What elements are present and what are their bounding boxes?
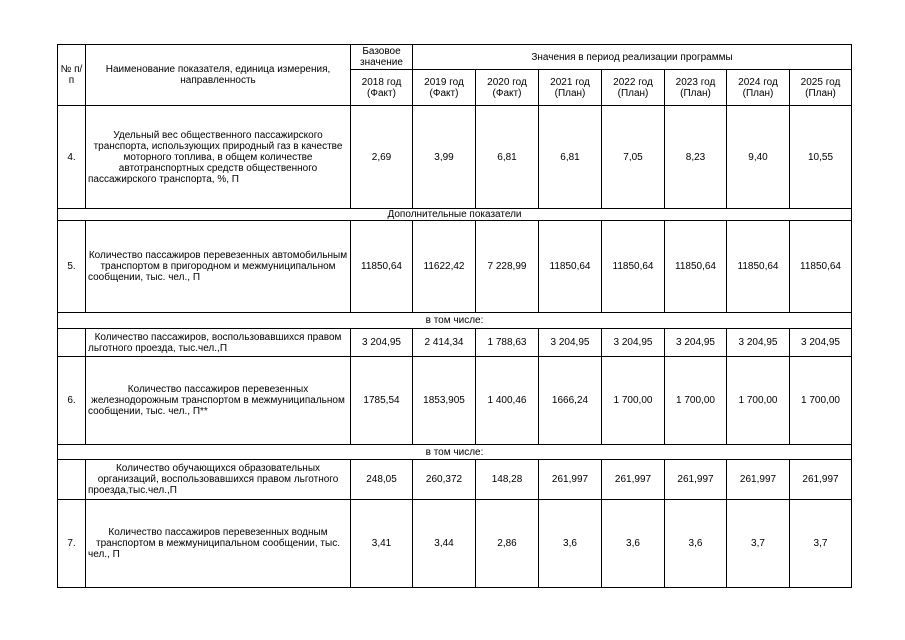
value-cell: 11850,64 xyxy=(539,221,602,313)
header-year-2024: 2024 год (План) xyxy=(727,70,790,106)
row-number: 6. xyxy=(58,357,86,445)
value-cell: 1785,54 xyxy=(351,357,413,445)
value-cell: 8,23 xyxy=(665,106,727,209)
header-year-2018: 2018 год (Факт) xyxy=(351,70,413,106)
table-row xyxy=(58,500,852,588)
value-cell: 11850,64 xyxy=(602,221,665,313)
header-num: № п/п xyxy=(58,45,86,106)
value-cell: 7 228,99 xyxy=(476,221,539,313)
table-row xyxy=(58,460,852,500)
value-cell: 11850,64 xyxy=(665,221,727,313)
value-cell: 3 204,95 xyxy=(727,329,790,357)
including-row xyxy=(58,445,852,460)
value-cell: 2,69 xyxy=(351,106,413,209)
value-cell: 1 700,00 xyxy=(665,357,727,445)
row-number: 4. xyxy=(58,106,86,209)
header-year-2020: 2020 год (Факт) xyxy=(476,70,539,106)
value-cell: 6,81 xyxy=(539,106,602,209)
header-period: Значения в период реализации программы xyxy=(413,45,852,70)
indicator-name: Количество пассажиров, воспользовавшихся правом льготного проезда, тыс.чел.,П xyxy=(86,329,351,357)
value-cell: 3 204,95 xyxy=(351,329,413,357)
value-cell: 3,6 xyxy=(602,500,665,588)
table-row xyxy=(58,329,852,357)
value-cell: 11622,42 xyxy=(413,221,476,313)
section-row xyxy=(58,209,852,221)
value-cell: 1666,24 xyxy=(539,357,602,445)
value-cell: 3 204,95 xyxy=(665,329,727,357)
value-cell: 1 700,00 xyxy=(602,357,665,445)
including-label: в том числе: xyxy=(58,445,852,460)
value-cell: 261,997 xyxy=(727,460,790,500)
value-cell: 3,44 xyxy=(413,500,476,588)
value-cell: 2,86 xyxy=(476,500,539,588)
including-label: в том числе: xyxy=(58,313,852,329)
value-cell: 3,6 xyxy=(539,500,602,588)
value-cell: 1 400,46 xyxy=(476,357,539,445)
header-name: Наименование показателя, единица измерения, направленность xyxy=(86,45,351,106)
value-cell: 3 204,95 xyxy=(539,329,602,357)
value-cell: 3,7 xyxy=(790,500,852,588)
value-cell: 1853,905 xyxy=(413,357,476,445)
indicator-name: Количество пассажиров перевезенных водным транспортом в межмуниципальном сообщении, тыс. чел., П xyxy=(86,500,351,588)
value-cell: 1 700,00 xyxy=(727,357,790,445)
value-cell: 11850,64 xyxy=(727,221,790,313)
indicators-table xyxy=(57,44,852,588)
value-cell: 261,997 xyxy=(790,460,852,500)
indicator-name: Удельный вес общественного пассажирского транспорта, использующих природный газ в качестве моторного топлива, в общем количестве автотранспортных средств общественного пассажирского транспорта, %, П xyxy=(86,106,351,209)
row-number: 5. xyxy=(58,221,86,313)
value-cell: 3,41 xyxy=(351,500,413,588)
value-cell: 9,40 xyxy=(727,106,790,209)
value-cell: 3,6 xyxy=(665,500,727,588)
header-year-2021: 2021 год (План) xyxy=(539,70,602,106)
table-row xyxy=(58,221,852,313)
table-row xyxy=(58,106,852,209)
value-cell: 260,372 xyxy=(413,460,476,500)
indicator-name: Количество пассажиров перевезенных железнодорожным транспортом в межмуниципальном сообщении, тыс. чел., П** xyxy=(86,357,351,445)
section-title: Дополнительные показатели xyxy=(58,209,852,221)
header-base: Базовое значение xyxy=(351,45,413,70)
value-cell: 261,997 xyxy=(539,460,602,500)
row-number xyxy=(58,329,86,357)
value-cell: 2 414,34 xyxy=(413,329,476,357)
value-cell: 3 204,95 xyxy=(602,329,665,357)
value-cell: 10,55 xyxy=(790,106,852,209)
value-cell: 1 700,00 xyxy=(790,357,852,445)
value-cell: 11850,64 xyxy=(790,221,852,313)
value-cell: 261,997 xyxy=(602,460,665,500)
row-number: 7. xyxy=(58,500,86,588)
including-row xyxy=(58,313,852,329)
header-year-2025: 2025 год (План) xyxy=(790,70,852,106)
value-cell: 261,997 xyxy=(665,460,727,500)
value-cell: 3,7 xyxy=(727,500,790,588)
value-cell: 3,99 xyxy=(413,106,476,209)
header-row-1 xyxy=(58,45,852,70)
value-cell: 7,05 xyxy=(602,106,665,209)
value-cell: 248,05 xyxy=(351,460,413,500)
value-cell: 6,81 xyxy=(476,106,539,209)
header-year-2019: 2019 год (Факт) xyxy=(413,70,476,106)
value-cell: 148,28 xyxy=(476,460,539,500)
table-row xyxy=(58,357,852,445)
header-year-2022: 2022 год (План) xyxy=(602,70,665,106)
value-cell: 11850,64 xyxy=(351,221,413,313)
indicator-name: Количество пассажиров перевезенных автомобильным транспортом в пригородном и межмуниципальном сообщении, тыс. чел., П xyxy=(86,221,351,313)
indicator-name: Количество обучающихся образовательных организаций, воспользовавшихся правом льготного проезда,тыс.чел.,П xyxy=(86,460,351,500)
row-number xyxy=(58,460,86,500)
value-cell: 1 788,63 xyxy=(476,329,539,357)
value-cell: 3 204,95 xyxy=(790,329,852,357)
header-year-2023: 2023 год (План) xyxy=(665,70,727,106)
